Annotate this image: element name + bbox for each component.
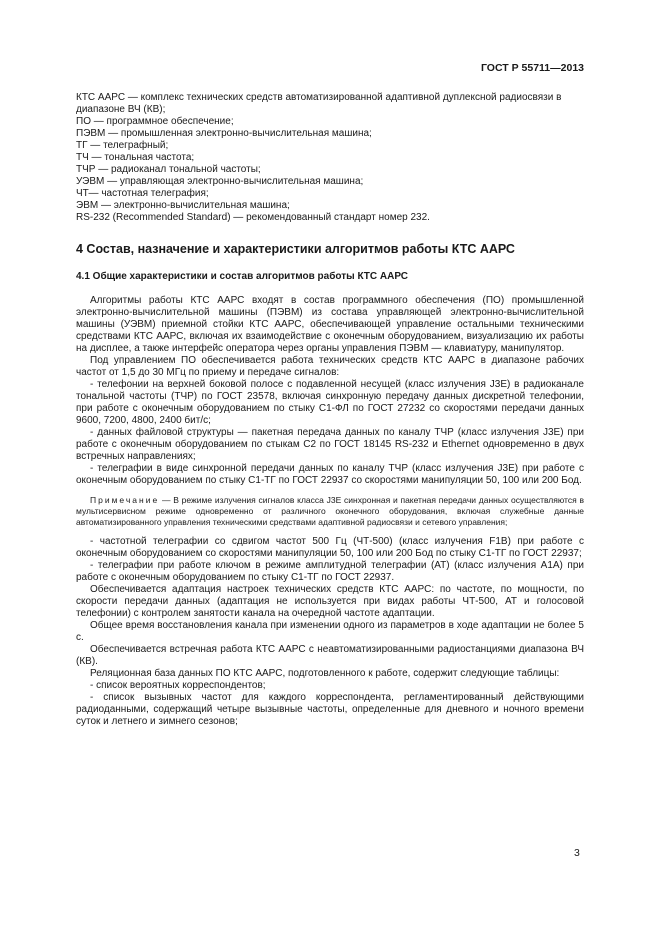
- definition-item: ПО — программное обеспечение;: [76, 116, 234, 127]
- list-item: - телеграфии при работе ключом в режиме амплитудной телеграфии (АТ) (класс излучения А1А) при работе с оконечным оборудованием по стыку С1-ТГ по ГОСТ 22937.: [76, 560, 584, 583]
- definition-item: ЧТ— частотная телеграфия;: [76, 188, 209, 199]
- definition-item: ТЧ — тональная частота;: [76, 152, 195, 163]
- definition-item: УЭВМ — управляющая электронно-вычислительная машина;: [76, 176, 364, 187]
- definition-item: RS-232 (Recommended Standard) — рекомендованный стандарт номер 232.: [76, 212, 430, 223]
- paragraph: Алгоритмы работы КТС ААРС входят в состав программного обеспечения (ПО) промышленной электронно-вычислительной машины (ПЭВМ) из состава управляющей электронно-вычислительной машины (УЭВМ) приемной стойки КТС ААРС, обеспечивающей управление остальными техническими средствами КТС ААРС, включая их взаимодействие с оконечным оборудованием, визуализацию их работы на дисплее, а также интерфейс оператора через органы управления ПЭВМ — клавиатуру, манипулятор.: [76, 295, 584, 354]
- list-item: - частотной телеграфии со сдвигом частот 500 Гц (ЧТ-500) (класс излучения F1B) при работе с оконечным оборудованием со скоростями манипуляции 50, 100 или 200 Бод по стыку С1-ТГ по ГОСТ 22937;: [76, 536, 584, 559]
- list-item: - телефонии на верхней боковой полосе с подавленной несущей (класс излучения J3E) в радиоканале тональной частоты (ТЧР) по ГОСТ 23578, включая синхронную передачу данных дискретной телефонии, при работе с оконечным оборудованием по стыку С1-ФЛ по ГОСТ 27232 со скоростями передачи данных 9600, 7200, 4800, 2400 бит/с;: [76, 379, 584, 426]
- definition-item: КТС ААРС — комплекс технических средств автоматизированной адаптивной дуплексной радиосвязи в диапазоне ВЧ (КВ);: [76, 92, 562, 115]
- subsection-heading: 4.1 Общие характеристики и состав алгоритмов работы КТС ААРС: [76, 271, 408, 282]
- paragraph: Под управлением ПО обеспечивается работа технических средств КТС ААРС в диапазоне рабочих частот от 1,5 до 30 МГц по приему и передаче сигналов:: [76, 355, 584, 378]
- list-item: - телеграфии в виде синхронной передачи данных по каналу ТЧР (класс излучения J3E) при работе с оконечным оборудованием по стыку С1-ТГ по ГОСТ 22937 со скоростями манипуляции 50, 100 или 200 Бод.: [76, 463, 584, 486]
- abbreviations-list: [76, 92, 584, 224]
- paragraph: Общее время восстановления канала при изменении одного из параметров в ходе адаптации не более 5 с.: [76, 620, 584, 643]
- definition-item: ТЧР — радиоканал тональной частоты;: [76, 164, 261, 175]
- section-body: [76, 295, 584, 728]
- note-text: — В режиме излучения сигналов класса J3E синхронная и пакетная передачи данных осуществляются в мультисервисном режиме одновременно от различного оконечного оборудования, включая служебные данные автоматизированного управления техническими средствами адаптивной радиосвязи и сетевого управления;: [76, 495, 584, 527]
- note: [76, 495, 584, 528]
- definition-item: ЭВМ — электронно-вычислительная машина;: [76, 200, 290, 211]
- paragraph: Обеспечивается встречная работа КТС ААРС с неавтоматизированными радиостанциями диапазона ВЧ (КВ).: [76, 644, 584, 667]
- list-item: - данных файловой структуры — пакетная передача данных по каналу ТЧР (класс излучения J3E) при работе с оконечным оборудованием по стыкам С2 по ГОСТ 18145 RS-232 и Ethernet одновременно в двух встречных направлениях;: [76, 427, 584, 462]
- paragraph: Обеспечивается адаптация настроек технических средств КТС ААРС: по частоте, по мощности, по скорости передачи данных (адаптация не используется при видах работы ЧТ-500, АТ и голосовой телефонии) с контролем занятости канала на очередной частоте адаптации.: [76, 584, 584, 619]
- note-label: Примечание: [90, 495, 160, 505]
- list-item: - список вероятных корреспондентов;: [90, 680, 266, 691]
- document-header: ГОСТ Р 55711—2013: [480, 62, 584, 74]
- page-number: 3: [574, 847, 580, 859]
- list-item: - список вызывных частот для каждого корреспондента, регламентированный действующими радиоданными, содержащий четыре вызывные частоты, определенные для дневного и ночного времени суток и летнего и зимнего сезонов;: [76, 692, 584, 727]
- section-heading: 4 Состав, назначение и характеристики алгоритмов работы КТС ААРС: [76, 242, 515, 256]
- definition-item: ПЭВМ — промышленная электронно-вычислительная машина;: [76, 128, 372, 139]
- paragraph: Реляционная база данных ПО КТС ААРС, подготовленного к работе, содержит следующие таблицы:: [90, 668, 560, 679]
- page-content: [76, 92, 584, 728]
- definition-item: ТГ — телеграфный;: [76, 140, 169, 151]
